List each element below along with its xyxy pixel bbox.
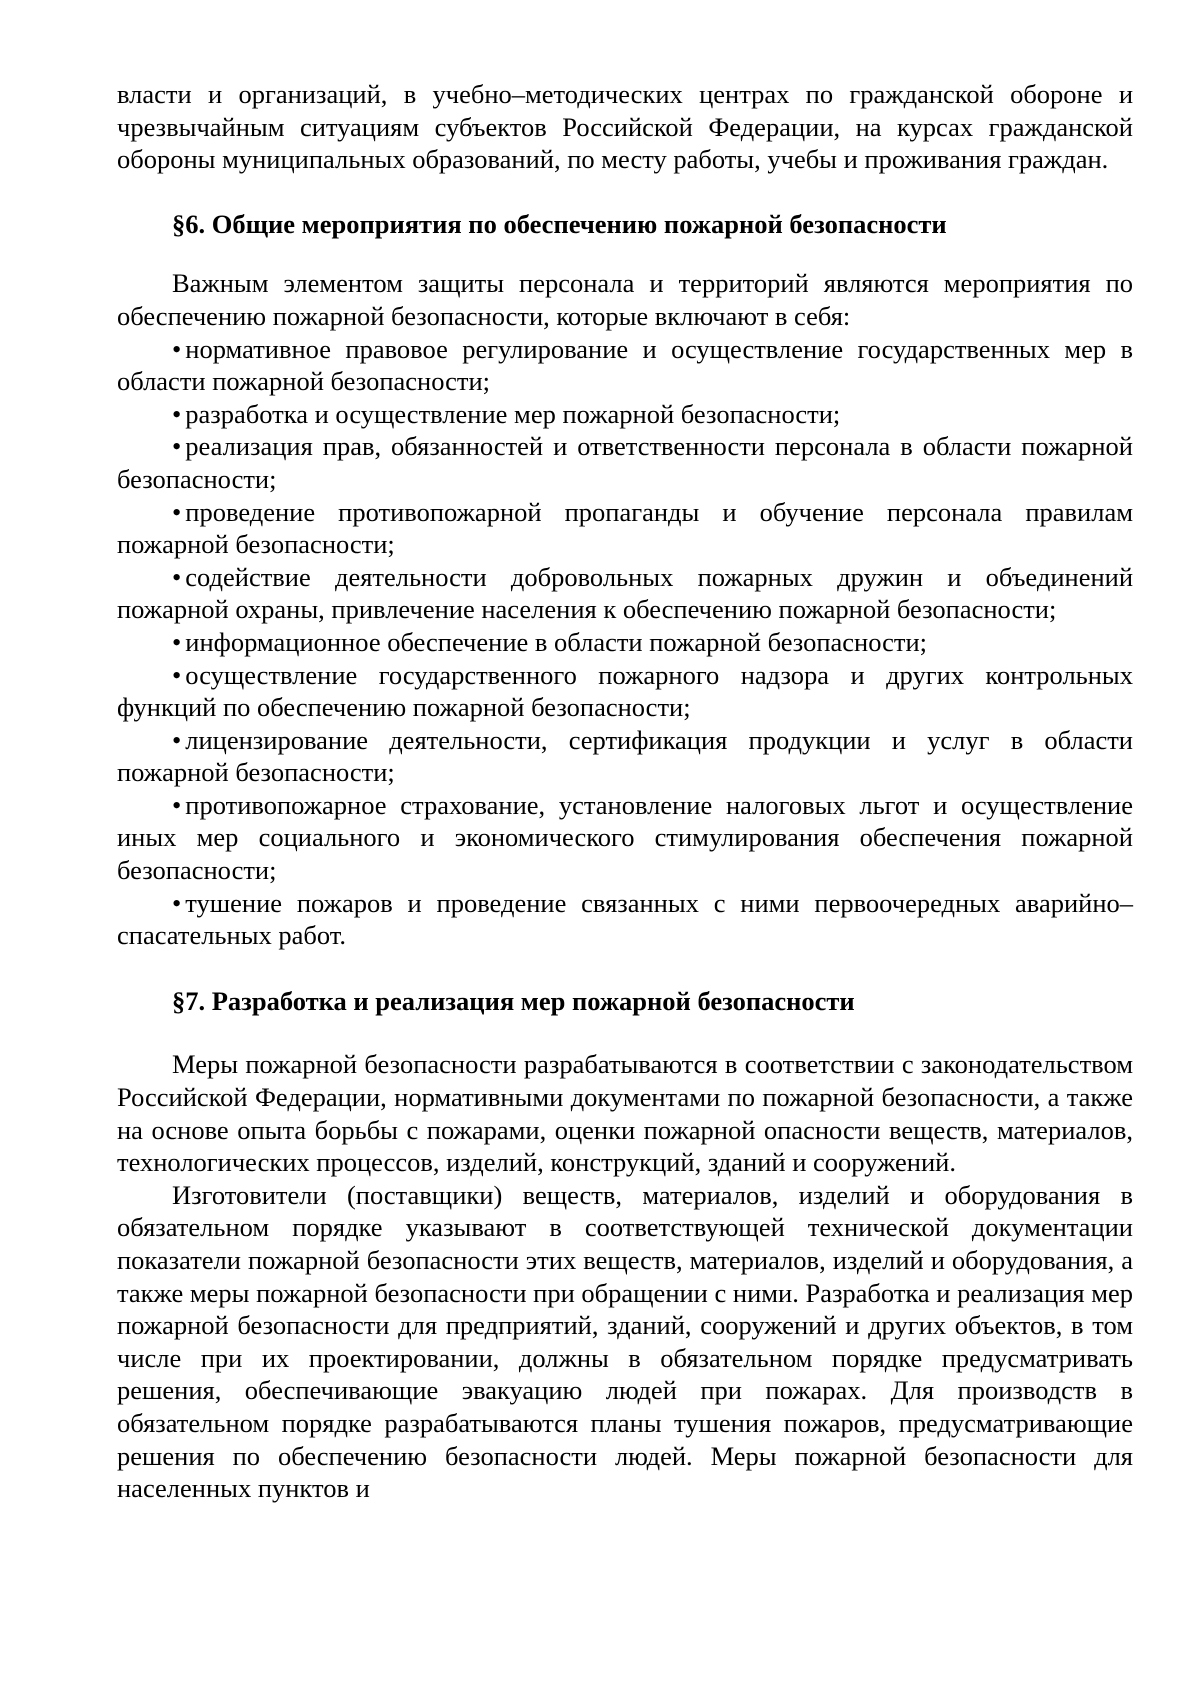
list-item-text: содействие деятельности добровольных пожарных дружин и объединений пожарной охраны, привлечение населения к обеспечению пожарной безопасности; — [117, 561, 1133, 625]
list-item-text: осуществление государственного пожарного надзора и других контрольных функций по обеспечению пожарной безопасности; — [117, 659, 1133, 723]
bullet-icon: • — [172, 561, 182, 592]
bullet-icon: • — [172, 496, 182, 527]
list-item — [117, 724, 1133, 789]
list-item — [117, 333, 1133, 398]
list-item-text: противопожарное страхование, установление налоговых льгот и осуществление иных мер социального и экономического стимулирования обеспечения пожарной безопасности; — [117, 789, 1133, 886]
continuation-paragraph: власти и организаций, в учебно–методических центрах по гражданской обороне и чрезвычайным ситуациям субъектов Российской Федерации, на курсах гражданской обороны муниципальных образований, по месту работы, учебы и проживания граждан. — [117, 79, 1133, 175]
list-item-text: разработка и осуществление мер пожарной безопасности; — [185, 398, 841, 429]
list-item — [117, 561, 1133, 626]
section-6-intro: Важным элементом защиты персонала и территорий являются мероприятия по обеспечению пожарной безопасности, которые включают в себя: — [117, 268, 1133, 331]
list-item — [117, 398, 1133, 431]
bullet-icon: • — [172, 659, 182, 690]
section-7-paragraph: Изготовители (поставщики) веществ, материалов, изделий и оборудования в обязательном порядке указывают в соответствующей технической документации показатели пожарной безопасности этих веществ, материалов, изделий и оборудования, а также меры пожарной безопасности при обращении с ними. Разработка и реализация мер пожарной безопасности для предприятий, зданий, сооружений и других объектов, в том числе при их проектировании, должны в обязательном порядке предусматривать решения, обеспечивающие эвакуацию людей при пожарах. Для производств в обязательном порядке разрабатываются планы тушения пожаров, предусматривающие решения по обеспечению безопасности людей. Меры пожарной безопасности для населенных пунктов и — [117, 1179, 1133, 1504]
list-item-text: лицензирование деятельности, сертификация продукции и услуг в области пожарной безопасности; — [117, 724, 1133, 788]
list-item — [117, 626, 1133, 659]
bullet-icon: • — [172, 333, 182, 364]
list-item-text: нормативное правовое регулирование и осуществление государственных мер в области пожарной безопасности; — [117, 333, 1133, 397]
list-item — [117, 430, 1133, 495]
bullet-icon: • — [172, 789, 182, 820]
list-item-text: проведение противопожарной пропаганды и обучение персонала правилам пожарной безопасности; — [117, 496, 1133, 560]
bullet-icon: • — [172, 626, 182, 657]
document-page — [117, 78, 1133, 1505]
section-6-heading: §6. Общие мероприятия по обеспечению пожарной безопасности — [172, 208, 947, 239]
list-item-text: реализация прав, обязанностей и ответственности персонала в области пожарной безопасности; — [117, 431, 1133, 494]
section-7-paragraph: Меры пожарной безопасности разрабатываются в соответствии с законодательством Российской Федерации, нормативными документами по пожарной безопасности, а также на основе опыта борьбы с пожарами, оценки пожарной опасности веществ, материалов, технологических процессов, изделий, конструкций, зданий и сооружений. — [117, 1049, 1133, 1178]
list-item — [117, 496, 1133, 561]
bullet-icon: • — [172, 887, 182, 918]
list-item — [117, 789, 1133, 887]
list-item-text: информационное обеспечение в области пожарной безопасности; — [185, 626, 928, 657]
list-item-text: тушение пожаров и проведение связанных с ними первоочередных аварийно–спасательных работ. — [117, 887, 1133, 951]
list-item — [117, 659, 1133, 724]
list-item — [117, 887, 1133, 952]
bullet-icon: • — [172, 724, 182, 755]
bullet-icon: • — [172, 431, 182, 462]
section-7-heading: §7. Разработка и реализация мер пожарной безопасности — [172, 985, 855, 1016]
bullet-icon: • — [172, 398, 182, 429]
